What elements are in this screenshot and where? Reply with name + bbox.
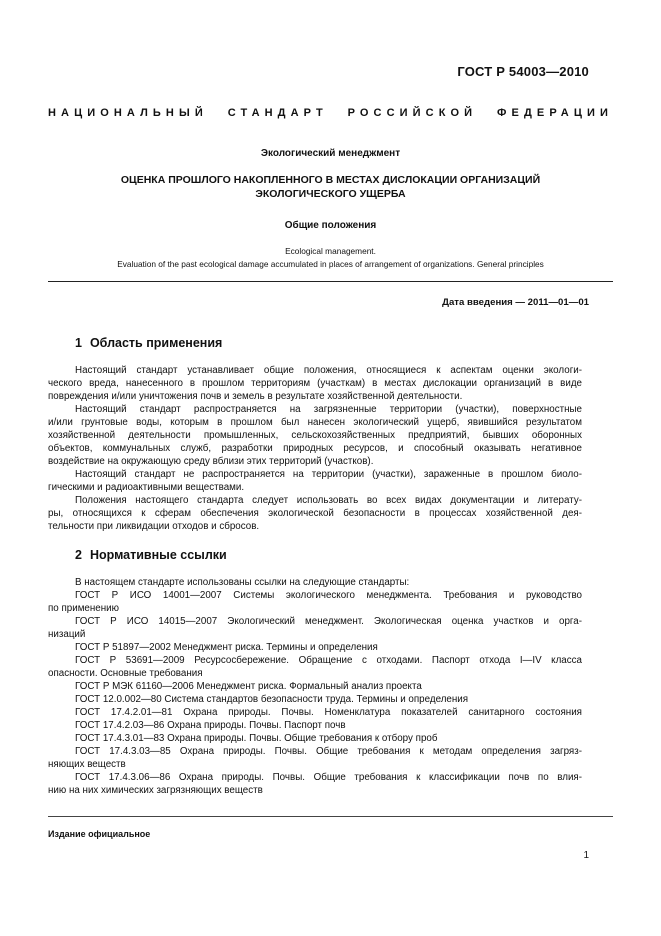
- text-line: ГОСТ 17.4.3.03—85 Охрана природы. Почвы. Общие требования к методам определения загряз-: [75, 746, 582, 757]
- section-title: Область применения: [89, 336, 223, 350]
- paragraph: [48, 364, 582, 403]
- footer-divider: [48, 816, 613, 817]
- text-line: повреждения и/или уничтожения почв и земель в результате хозяйственной деятельности.: [48, 391, 463, 402]
- text-line: Настоящий стандарт не распространяется на территории (участки), зараженные в прошлом биоло-: [75, 469, 582, 480]
- reference-item: [48, 771, 582, 797]
- reference-item: [48, 693, 582, 706]
- text-line: объектов, коммунальных служб, разработки природных ресурсов, и способный оказывать негативное: [48, 443, 582, 454]
- text-line: нию на них химических загрязняющих веществ: [48, 785, 263, 796]
- text-line: няющих веществ: [48, 759, 126, 770]
- text-line: тельности при ликвидации отходов и сбросов.: [48, 521, 260, 532]
- introduction-date: Дата введения — 2011—01—01: [442, 297, 589, 308]
- text-line: ГОСТ 12.0.002—80 Система стандартов безопасности труда. Термины и определения: [75, 694, 469, 705]
- text-line: ГОСТ Р ИСО 14001—2007 Системы экологического менеджмента. Требования и руководство: [75, 590, 582, 601]
- text-line: ческого вреда, нанесенного в прошлом территориям (участкам) в местах дислокации организаций в виде: [48, 378, 582, 389]
- standard-banner: НАЦИОНАЛЬНЫЙ СТАНДАРТ РОССИЙСКОЙ ФЕДЕРАЦИИ: [48, 107, 613, 119]
- title-main-line: ОЦЕНКА ПРОШЛОГО НАКОПЛЕННОГО В МЕСТАХ ДИСЛОКАЦИИ ОРГАНИЗАЦИЙ: [120, 174, 541, 186]
- reference-item: [48, 615, 582, 641]
- title-main-line: ЭКОЛОГИЧЕСКОГО УЩЕРБА: [255, 188, 406, 200]
- section-2-heading: [75, 548, 227, 562]
- paragraph: [48, 403, 582, 468]
- text-line: по применению: [48, 603, 119, 614]
- reference-item: [48, 719, 582, 732]
- reference-item: [48, 654, 582, 680]
- text-line: ГОСТ Р 51897—2002 Менеджмент риска. Термины и определения: [75, 642, 378, 653]
- text-line: и/или грунтовые воды, которым в прошлом был нанесен экологический ущерб, явившийся результатом: [48, 417, 582, 428]
- title-main: [48, 173, 613, 201]
- section-title: Нормативные ссылки: [89, 548, 227, 562]
- text-line: воздействие на окружающую среду вблизи этих территорий (участков).: [48, 456, 374, 467]
- text-line: Положения настоящего стандарта следует использовать во всех видах документации и литерату-: [75, 495, 582, 506]
- reference-item: [48, 641, 582, 654]
- title-english: [48, 245, 613, 271]
- text-line: опасности. Основные требования: [48, 668, 203, 679]
- reference-item: [48, 732, 582, 745]
- page-number: 1: [583, 850, 589, 861]
- document-code: ГОСТ Р 54003—2010: [457, 64, 589, 79]
- text-line: низаций: [48, 629, 86, 640]
- text-line: ГОСТ Р 53691—2009 Ресурсосбережение. Обращение с отходами. Паспорт отхода I—IV класса: [75, 655, 582, 666]
- reference-item: [48, 680, 582, 693]
- reference-item: [48, 745, 582, 771]
- text-line: В настоящем стандарте использованы ссылки на следующие стандарты:: [75, 577, 410, 588]
- text-line: гическими и радиоактивными веществами.: [48, 482, 245, 493]
- references-list: [48, 576, 582, 797]
- text-line: ГОСТ Р ИСО 14015—2007 Экологический менеджмент. Экологическая оценка участков и орга-: [75, 616, 582, 627]
- text-line: ГОСТ 17.4.2.01—81 Охрана природы. Почвы. Номенклатура показателей санитарного состояния: [75, 707, 582, 718]
- paragraph: [48, 494, 582, 533]
- reference-item: [48, 706, 582, 719]
- title-english-line: Ecological management.: [285, 246, 376, 256]
- official-edition-label: Издание официальное: [48, 829, 151, 839]
- text-line: хозяйственной деятельности промышленных, сельскохозяйственных предприятий, бывших оборонных: [48, 430, 582, 441]
- text-line: ГОСТ 17.4.2.03—86 Охрана природы. Почвы. Паспорт почв: [75, 720, 346, 731]
- text-line: ГОСТ Р МЭК 61160—2006 Менеджмент риска. Формальный анализ проекта: [75, 681, 422, 692]
- paragraph: [48, 468, 582, 494]
- reference-item: [48, 589, 582, 615]
- text-line: Настоящий стандарт устанавливает общие положения, относящиеся к аспектам оценки экологи-: [75, 365, 582, 376]
- text-line: ры, относящихся к сферам обеспечения экологической безопасности в процессах хозяйственной дея-: [48, 508, 582, 519]
- text-line: ГОСТ 17.4.3.01—83 Охрана природы. Почвы. Общие требования к отбору проб: [75, 733, 438, 744]
- text-line: Настоящий стандарт распространяется на загрязненные территории (участки), поверхностные: [75, 404, 582, 415]
- text-line: ГОСТ 17.4.3.06—86 Охрана природы. Почвы. Общие требования к классификации почв по влия-: [75, 772, 582, 783]
- section-1-heading: [75, 336, 222, 350]
- title-series: Экологический менеджмент: [260, 148, 401, 159]
- header-divider: [48, 281, 613, 282]
- section-number: 1: [75, 336, 82, 350]
- section-number: 2: [75, 548, 82, 562]
- title-subtitle: Общие положения: [284, 220, 377, 231]
- title-english-line: Evaluation of the past ecological damage accumulated in places of arrangement of organizations. General principles: [117, 259, 544, 269]
- references-intro: [48, 576, 582, 589]
